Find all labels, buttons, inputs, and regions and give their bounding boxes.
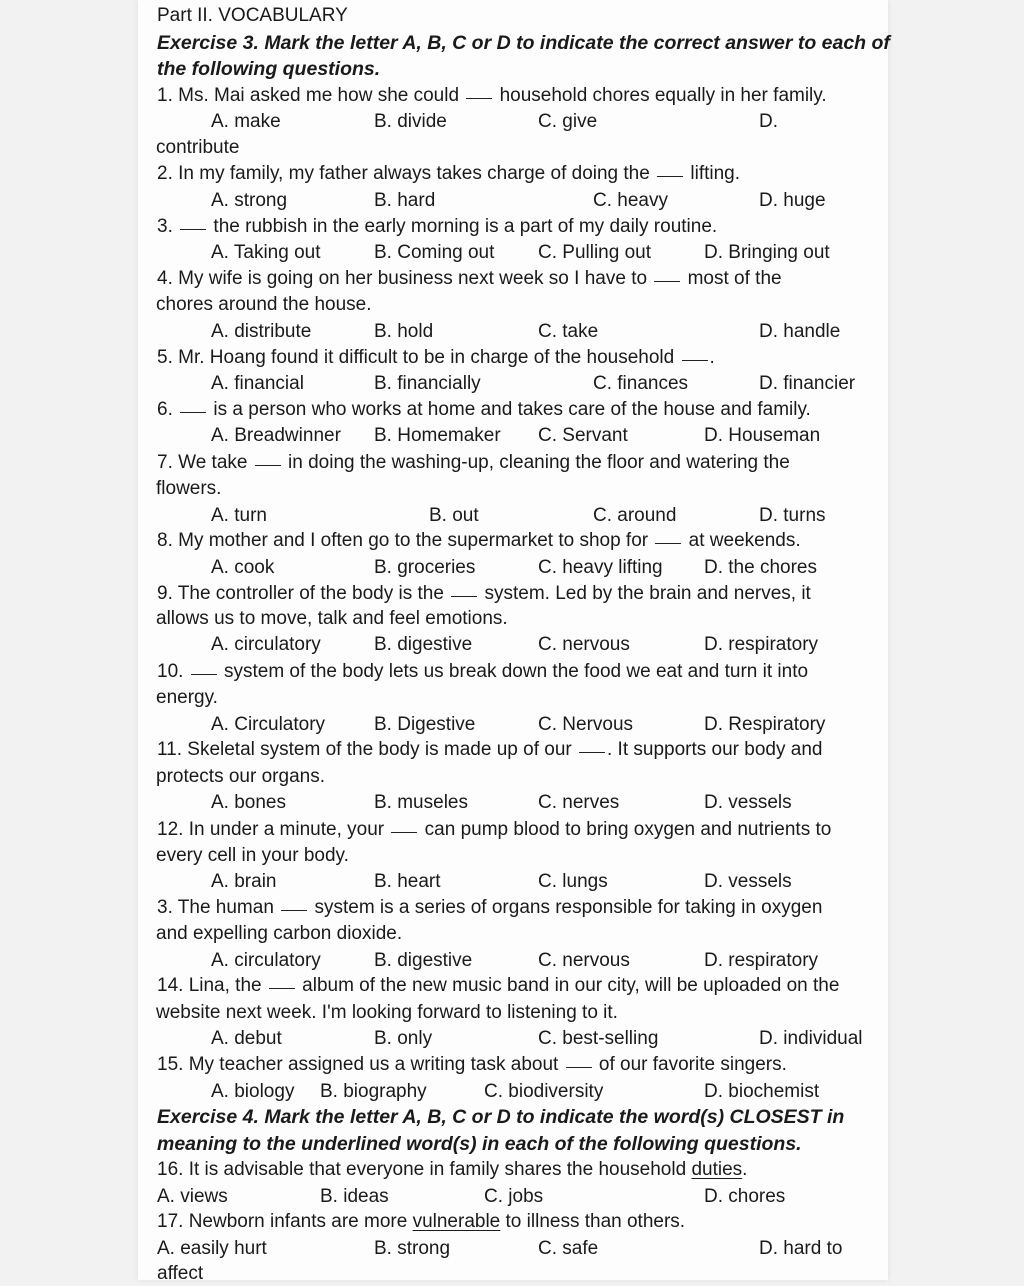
option-8b[interactable]: B. groceries xyxy=(374,557,476,578)
question-7: 7. We take in doing the washing-up, cleaning the floor and watering the xyxy=(157,452,790,473)
question-4-line2: chores around the house. xyxy=(156,294,372,315)
option-10c[interactable]: C. Nervous xyxy=(538,714,634,735)
answer-blank[interactable] xyxy=(655,543,681,544)
option-2b[interactable]: B. hard xyxy=(374,190,436,211)
question-2: 2. In my family, my father always takes charge of doing the lifting. xyxy=(157,163,741,184)
option-4b[interactable]: B. hold xyxy=(374,321,434,342)
underlined-word: vulnerable xyxy=(412,1211,501,1232)
option-3c[interactable]: C. Pulling out xyxy=(538,242,652,263)
question-8: 8. My mother and I often go to the supermarket to shop for at weekends. xyxy=(157,530,801,551)
option-7a[interactable]: A. turn xyxy=(211,505,267,526)
option-3a[interactable]: A. Taking out xyxy=(211,242,321,263)
option-2a[interactable]: A. strong xyxy=(211,190,288,211)
answer-blank[interactable] xyxy=(566,1067,592,1068)
option-1b[interactable]: B. divide xyxy=(374,111,447,132)
option-15a[interactable]: A. biology xyxy=(211,1081,295,1102)
option-6c[interactable]: C. Servant xyxy=(538,425,628,446)
option-11b[interactable]: B. museles xyxy=(374,792,468,813)
option-14a[interactable]: A. debut xyxy=(211,1028,282,1049)
answer-blank[interactable] xyxy=(579,752,605,753)
option-7b[interactable]: B. out xyxy=(429,505,479,526)
option-17c[interactable]: C. safe xyxy=(538,1238,599,1259)
option-1c[interactable]: C. give xyxy=(538,111,598,132)
option-17d[interactable]: D. hard to xyxy=(759,1238,843,1259)
option-4a[interactable]: A. distribute xyxy=(211,321,312,342)
option-4d[interactable]: D. handle xyxy=(759,321,841,342)
question-13-line2: and expelling carbon dioxide. xyxy=(156,923,403,944)
option-14b[interactable]: B. only xyxy=(374,1028,433,1049)
option-7d[interactable]: D. turns xyxy=(759,505,826,526)
answer-blank[interactable] xyxy=(654,281,680,282)
option-16c[interactable]: C. jobs xyxy=(484,1186,544,1207)
option-9a[interactable]: A. circulatory xyxy=(211,634,321,655)
option-11c[interactable]: C. nerves xyxy=(538,792,620,813)
question-14-line2: website next week. I'm looking forward to listening to it. xyxy=(156,1002,618,1023)
exercise3-heading-line2: the following questions. xyxy=(157,58,381,80)
exercise3-heading-line1: Exercise 3. Mark the letter A, B, C or D to indicate the correct answer to each of xyxy=(157,32,890,54)
question-5: 5. Mr. Hoang found it difficult to be in charge of the household . xyxy=(157,347,715,368)
option-15d[interactable]: D. biochemist xyxy=(704,1081,820,1102)
option-13c[interactable]: C. nervous xyxy=(538,950,630,971)
exercise4-heading-line1: Exercise 4. Mark the letter A, B, C or D to indicate the word(s) CLOSEST in xyxy=(157,1106,845,1128)
question-4: 4. My wife is going on her business next week so I have to most of the xyxy=(157,268,782,289)
question-9-line2: allows us to move, talk and feel emotions. xyxy=(156,608,508,629)
option-9c[interactable]: C. nervous xyxy=(538,634,630,655)
option-2c[interactable]: C. heavy xyxy=(593,190,668,211)
option-5b[interactable]: B. financially xyxy=(374,373,481,394)
option-1d-wrap[interactable]: contribute xyxy=(156,137,240,158)
option-5c[interactable]: C. finances xyxy=(593,373,689,394)
option-3b[interactable]: B. Coming out xyxy=(374,242,495,263)
option-14d[interactable]: D. individual xyxy=(759,1028,863,1049)
question-6: 6. is a person who works at home and takes care of the house and family. xyxy=(157,399,811,420)
option-13d[interactable]: D. respiratory xyxy=(704,950,819,971)
question-9: 9. The controller of the body is the system. Led by the brain and nerves, it xyxy=(157,583,811,604)
option-13a[interactable]: A. circulatory xyxy=(211,950,321,971)
question-11-line2: protects our organs. xyxy=(156,766,325,787)
option-7c[interactable]: C. around xyxy=(593,505,677,526)
option-12b[interactable]: B. heart xyxy=(374,871,441,892)
option-9b[interactable]: B. digestive xyxy=(374,634,473,655)
answer-blank[interactable] xyxy=(180,412,206,413)
answer-blank[interactable] xyxy=(255,465,281,466)
option-1d[interactable]: D. xyxy=(759,111,778,132)
exercise4-heading-line2: meaning to the underlined word(s) in each of the following questions. xyxy=(157,1133,802,1155)
option-6b[interactable]: B. Homemaker xyxy=(374,425,501,446)
answer-blank[interactable] xyxy=(391,832,417,833)
answer-blank[interactable] xyxy=(281,910,307,911)
question-10: 10. system of the body lets us break down the food we eat and turn it into xyxy=(157,661,809,682)
answer-blank[interactable] xyxy=(269,988,295,989)
answer-blank[interactable] xyxy=(180,229,206,230)
part-title: Part II. VOCABULARY xyxy=(157,5,348,26)
option-16a[interactable]: A. views xyxy=(157,1186,228,1207)
option-6d[interactable]: D. Houseman xyxy=(704,425,821,446)
underlined-word: duties xyxy=(691,1159,743,1180)
question-12-line2: every cell in your body. xyxy=(156,845,349,866)
question-13: 3. The human system is a series of organs responsible for taking in oxygen xyxy=(157,897,823,918)
question-1: 1. Ms. Mai asked me how she could household chores equally in her family. xyxy=(157,85,827,106)
question-12: 12. In under a minute, your can pump blood to bring oxygen and nutrients to xyxy=(157,819,832,840)
option-10d[interactable]: D. Respiratory xyxy=(704,714,826,735)
option-8d[interactable]: D. the chores xyxy=(704,557,817,578)
question-7-line2: flowers. xyxy=(156,478,222,499)
option-11a[interactable]: A. bones xyxy=(211,792,286,813)
option-15b[interactable]: B. biography xyxy=(320,1081,427,1102)
option-16d[interactable]: D. chores xyxy=(704,1186,786,1207)
option-17b[interactable]: B. strong xyxy=(374,1238,451,1259)
question-10-line2: energy. xyxy=(156,687,218,708)
option-15c[interactable]: C. biodiversity xyxy=(484,1081,604,1102)
answer-blank[interactable] xyxy=(191,674,217,675)
option-14c[interactable]: C. best-selling xyxy=(538,1028,659,1049)
option-13b[interactable]: B. digestive xyxy=(374,950,473,971)
option-10a[interactable]: A. Circulatory xyxy=(211,714,326,735)
option-8c[interactable]: C. heavy lifting xyxy=(538,557,663,578)
option-4c[interactable]: C. take xyxy=(538,321,599,342)
option-1a[interactable]: A. make xyxy=(211,111,281,132)
answer-blank[interactable] xyxy=(451,596,477,597)
question-16: 16. It is advisable that everyone in family shares the household duties. xyxy=(157,1159,748,1180)
option-5a[interactable]: A. financial xyxy=(211,373,304,394)
option-16b[interactable]: B. ideas xyxy=(320,1186,389,1207)
option-17a[interactable]: A. easily hurt xyxy=(157,1238,267,1259)
option-3d[interactable]: D. Bringing out xyxy=(704,242,830,263)
option-12a[interactable]: A. brain xyxy=(211,871,277,892)
answer-blank[interactable] xyxy=(657,176,683,177)
option-17d-wrap[interactable]: affect xyxy=(157,1263,204,1284)
option-5d[interactable]: D. financier xyxy=(759,373,856,394)
option-6a[interactable]: A. Breadwinner xyxy=(211,425,341,446)
option-10b[interactable]: B. Digestive xyxy=(374,714,476,735)
question-11: 11. Skeletal system of the body is made up of our . It supports our body and xyxy=(157,739,823,760)
answer-blank[interactable] xyxy=(682,360,708,361)
option-12d[interactable]: D. vessels xyxy=(704,871,792,892)
question-3: 3. the rubbish in the early morning is a part of my daily routine. xyxy=(157,216,718,237)
option-11d[interactable]: D. vessels xyxy=(704,792,792,813)
option-8a[interactable]: A. cook xyxy=(211,557,275,578)
question-17: 17. Newborn infants are more vulnerable to illness than others. xyxy=(157,1211,686,1232)
option-9d[interactable]: D. respiratory xyxy=(704,634,819,655)
question-15: 15. My teacher assigned us a writing task about of our favorite singers. xyxy=(157,1054,787,1075)
option-2d[interactable]: D. huge xyxy=(759,190,826,211)
question-14: 14. Lina, the album of the new music band in our city, will be uploaded on the xyxy=(157,975,840,996)
answer-blank[interactable] xyxy=(466,98,492,99)
option-12c[interactable]: C. lungs xyxy=(538,871,608,892)
